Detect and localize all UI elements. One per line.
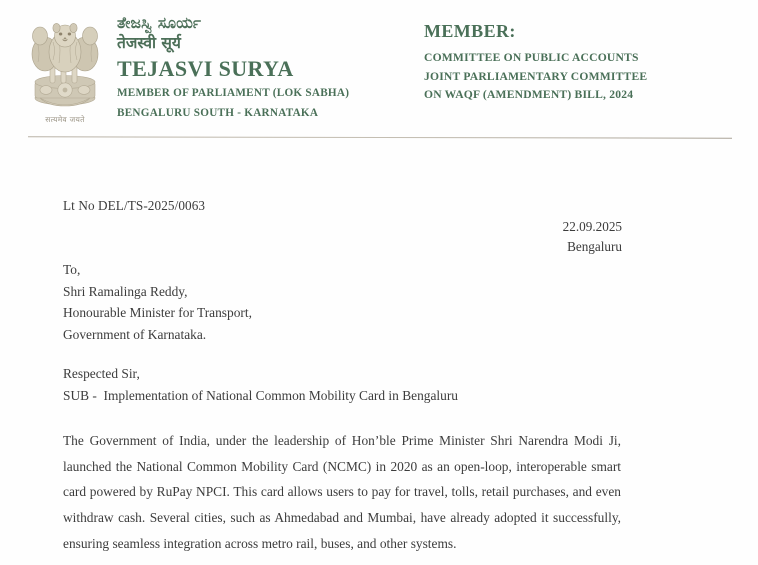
addressee-block	[63, 259, 252, 346]
letter-date: 22.09.2025	[562, 219, 622, 234]
letter-reference-number: Lt No DEL/TS-2025/0063	[63, 198, 206, 213]
committee-line-3: ON WAQF (AMENDMENT) BILL, 2024	[424, 88, 634, 102]
member-name-english: TEJASVI SURYA	[117, 56, 294, 82]
committee-line-2: JOINT PARLIAMENTARY COMMITTEE	[424, 69, 648, 83]
letter-place: Bengaluru	[567, 239, 622, 255]
salutation-block	[63, 363, 458, 406]
addressee-name: Shri Ramalinga Reddy,	[63, 283, 188, 299]
member-name-block	[117, 14, 417, 121]
state-emblem-icon	[22, 12, 108, 117]
member-role-line-2: BENGALURU SOUTH - KARNATAKA	[117, 106, 319, 119]
addressee-to-label: To,	[63, 262, 81, 277]
letterhead-divider	[28, 136, 732, 138]
state-emblem	[22, 12, 108, 134]
member-role-line-1: MEMBER OF PARLIAMENT (LOK SABHA)	[117, 86, 350, 99]
emblem-motto: सत्यमेव जयते	[45, 115, 85, 124]
member-name-hindi: तेजस्वी सूर्य	[117, 34, 181, 53]
member-name-kannada: ತೇಜಸ್ವಿ ಸೂರ್ಯ	[117, 14, 202, 32]
addressee-organisation: Government of Karnataka.	[63, 327, 207, 343]
date-place-block	[436, 217, 622, 258]
letterhead	[0, 0, 758, 145]
committee-block	[424, 22, 744, 105]
addressee-designation: Honourable Minister for Transport,	[63, 305, 252, 321]
committee-line-1: COMMITTEE ON PUBLIC ACCOUNTS	[424, 50, 639, 64]
subject-line: SUB - Implementation of National Common Mobility Card in Bengaluru	[63, 387, 458, 403]
salutation-text: Respected Sir,	[63, 366, 140, 381]
body-paragraph-1: The Government of India, under the leadership of Hon’ble Prime Minister Shri Narendra Modi Ji, launched the National Common Mobility Card (NCMC) in 2020 as an open-loop, interoperable smart card powered by RuPay NPCI. This card allows users to pay for travel, tolls, retail purchases, and even withdraw cash. Several cities, such as Ahmedabad and Mumbai, have already adopted it successfully, ensuring seamless integration across metro rail, buses, and other systems.	[63, 433, 621, 551]
committee-heading: MEMBER:	[424, 21, 516, 41]
